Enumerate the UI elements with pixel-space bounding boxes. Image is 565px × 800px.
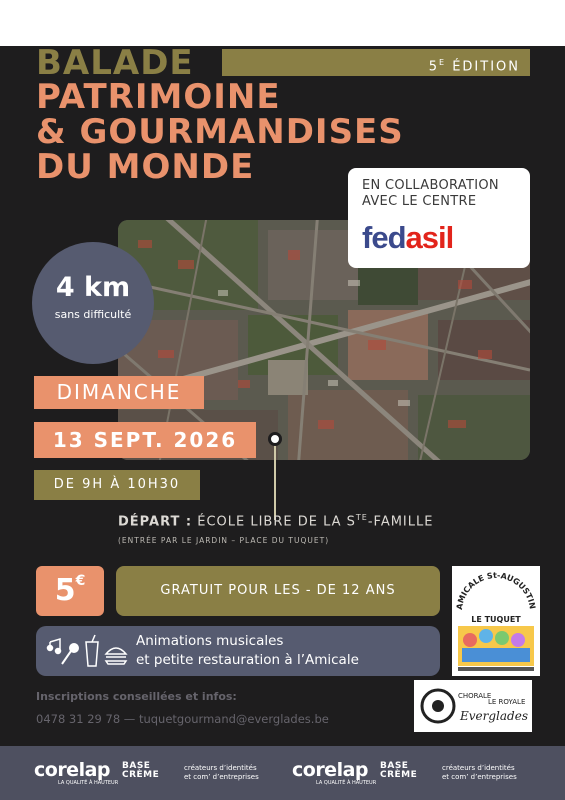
basecreme-2-tag-1: créateurs d’identités [442,764,515,772]
logo-part-2: asil [405,220,454,255]
music-notes-icon [48,639,61,654]
collab-line-2: AVEC LE CENTRE [362,194,477,209]
edition-label: ÉDITION [446,59,520,75]
registration-contact [36,712,329,726]
title-balade: BALADE [36,46,194,83]
title-line-2: & GOURMANDISES [36,112,404,152]
basecreme-1-tag-1: créateurs d’identités [184,764,257,772]
activities-line-1: Animations musicales [136,633,284,649]
activities-bar [36,626,440,676]
drink-cup-icon [86,635,98,666]
activities-text [136,632,359,670]
departure-place: ÉCOLE LIBRE DE LA S [192,514,356,530]
contact-email: tuquetgourmand@everglades.be [138,712,329,726]
price-currency: € [75,573,86,589]
activity-icons [46,634,130,670]
departure-location [118,513,433,529]
registration-title: Inscriptions conseillées et infos: [36,690,237,703]
sponsor-basecreme-2-tagline [442,764,517,782]
distance-note: sans difficulté [54,308,132,321]
distance-badge [32,242,154,364]
svg-text:LE TUQUET: LE TUQUET [471,615,521,624]
sponsor-corelap-2-sub: LA QUALITÉ À HAUTEUR [316,780,377,786]
departure-label: DÉPART : [118,514,193,530]
amicale-logo [452,566,540,676]
title-line-3: DU MONDE [36,147,255,187]
edition-banner [222,49,530,76]
free-under-12: GRATUIT POUR LES - DE 12 ANS [116,566,440,616]
edition-number: 5 [428,59,439,75]
edition-sup: E [439,58,447,67]
basecreme-2-line-1: BASE [380,761,409,771]
basecreme-2-line-2: CRÈME [380,770,418,780]
departure-place-end: -FAMILLE [367,514,434,530]
title-line-1: PATRIMOINE [36,77,281,117]
svg-text:LE ROYALE: LE ROYALE [488,698,526,706]
chorale-logo [414,680,532,732]
activities-line-2: et petite restauration à l’Amicale [136,652,359,668]
svg-text:CHORALE: CHORALE [458,692,492,700]
price-badge [36,566,104,616]
departure-place-sup: TE [355,513,368,522]
sponsor-basecreme-2 [380,762,417,780]
sponsor-corelap-1-sub: LA QUALITÉ À HAUTEUR [58,780,119,786]
event-title [36,77,404,187]
microphone-icon [62,644,78,664]
sponsor-corelap-1: corelap [34,759,111,781]
basecreme-1-tag-2: et com’ d’entreprises [184,773,259,781]
svg-text:Everglades: Everglades [460,709,528,723]
fedasil-logo [362,220,453,256]
event-day: DIMANCHE [34,376,204,409]
sponsor-corelap-2: corelap [292,759,369,781]
logo-part-1: fed [362,220,406,255]
basecreme-1-line-2: CRÈME [122,770,160,780]
price-amount: 5 [54,573,76,608]
event-time: DE 9H À 10H30 [34,470,200,500]
sponsor-footer [0,746,565,800]
event-poster [0,46,565,800]
svg-text:AMICALE St-AUGUSTIN: AMICALE St-AUGUSTIN [454,570,537,611]
map-pin-icon [268,432,282,446]
map-pin-line [274,438,276,520]
contact-separator: — [120,712,139,726]
sponsor-basecreme-1 [122,762,159,780]
event-date: 13 SEPT. 2026 [34,422,256,458]
basecreme-1-line-1: BASE [122,761,151,771]
burger-icon [106,648,126,664]
sponsor-basecreme-1-tagline [184,764,259,782]
collaboration-box [348,168,530,268]
collab-line-1: EN COLLABORATION [362,178,499,193]
collaboration-text [362,178,522,210]
departure-access: (ENTRÉE PAR LE JARDIN – PLACE DU TUQUET) [118,536,330,545]
basecreme-2-tag-2: et com’ d’entreprises [442,773,517,781]
distance-value: 4 km [55,272,131,303]
contact-phone: 0478 31 29 78 [36,712,121,726]
